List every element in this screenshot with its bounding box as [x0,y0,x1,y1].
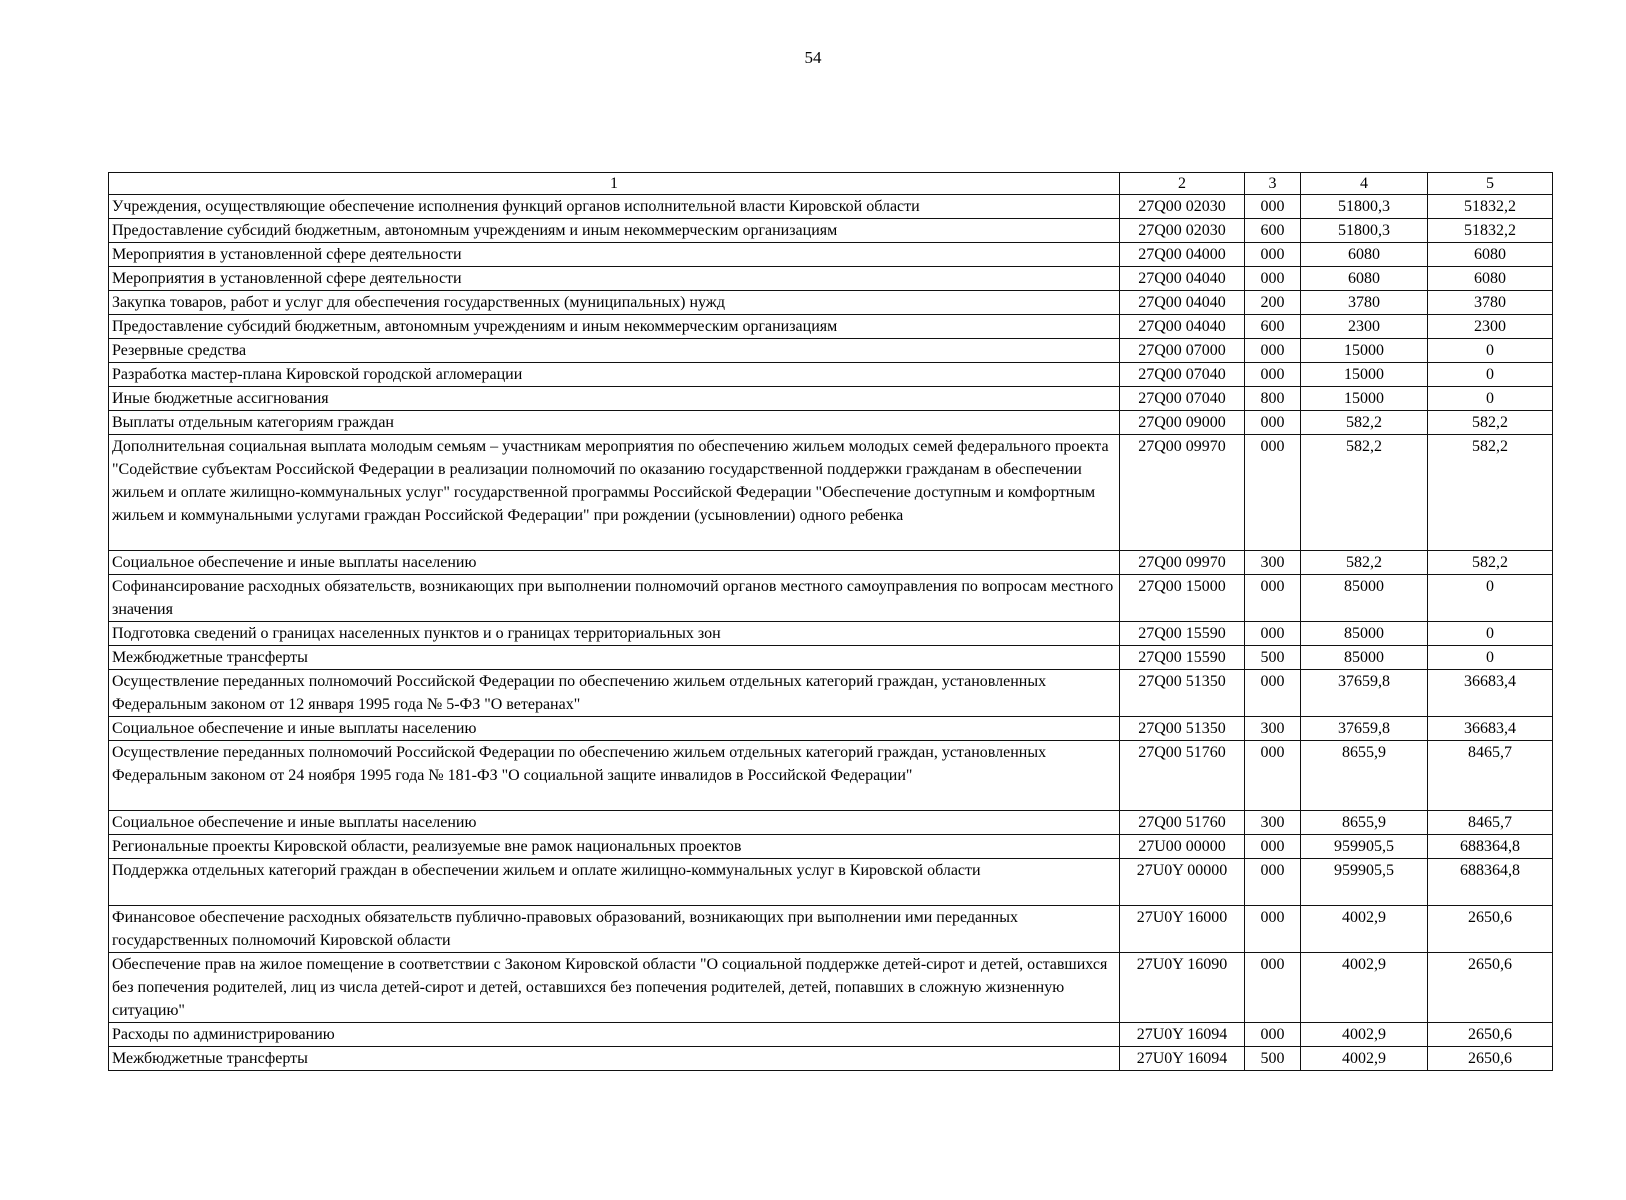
row-name-cell: Социальное обеспечение и иные выплаты населению [109,551,1120,575]
row-value-col5-cell: 0 [1428,622,1553,646]
row-value-col4-cell: 15000 [1301,387,1428,411]
table-row [109,811,1553,835]
row-value-col4-cell: 37659,8 [1301,717,1428,741]
row-name-cell: Предоставление субсидий бюджетным, автономным учреждениям и иным некоммерческим организациям [109,219,1120,243]
row-value-col4-cell: 4002,9 [1301,906,1428,953]
row-type-cell: 000 [1245,243,1301,267]
row-name-cell: Учреждения, осуществляющие обеспечение исполнения функций органов исполнительной власти Кировской области [109,195,1120,219]
row-type-cell: 800 [1245,387,1301,411]
row-code-cell: 27Q00 51760 [1120,811,1245,835]
row-name-cell: Мероприятия в установленной сфере деятельности [109,267,1120,291]
table-row [109,741,1553,811]
row-type-cell: 000 [1245,835,1301,859]
table-row [109,243,1553,267]
row-value-col5-cell: 8465,7 [1428,811,1553,835]
row-name-cell: Дополнительная социальная выплата молодым семьям – участникам мероприятия по обеспечению жильем молодых семей федерального проекта "Содействие субъектам Российской Федерации в реализации полномочий по оказанию государственной поддержки гражданам в обеспечении жильем и оплате жилищно-коммунальных услуг" государственной программы Российской Федерации "Обеспечение доступным и комфортным жильем и коммунальными услугами граждан Российской Федерации" при рождении (усыновлении) одного ребенка [109,435,1120,551]
row-code-cell: 27U0Y 16094 [1120,1023,1245,1047]
row-name-cell: Осуществление переданных полномочий Российской Федерации по обеспечению жильем отдельных категорий граждан, установленных Федеральным законом от 12 января 1995 года № 5-ФЗ "О ветеранах" [109,670,1120,717]
row-name-cell: Социальное обеспечение и иные выплаты населению [109,717,1120,741]
row-name-cell: Финансовое обеспечение расходных обязательств публично-правовых образований, возникающих при выполнении ими переданных государственных полномочий Кировской области [109,906,1120,953]
row-name-cell: Осуществление переданных полномочий Российской Федерации по обеспечению жильем отдельных категорий граждан, установленных Федеральным законом от 24 ноября 1995 года № 181-ФЗ "О социальной защите инвалидов в Российской Федерации" [109,741,1120,811]
row-value-col5-cell: 36683,4 [1428,717,1553,741]
row-name-cell: Расходы по администрированию [109,1023,1120,1047]
row-value-col5-cell: 2650,6 [1428,906,1553,953]
row-value-col5-cell: 2650,6 [1428,1023,1553,1047]
row-name-cell: Обеспечение прав на жилое помещение в соответствии с Законом Кировской области "О социальной поддержке детей-сирот и детей, оставшихся без попечения родителей, лиц из числа детей-сирот и детей, оставшихся без попечения родителей, детей, попавших в сложную жизненную ситуацию" [109,953,1120,1023]
row-name-cell: Межбюджетные трансферты [109,646,1120,670]
row-value-col4-cell: 51800,3 [1301,195,1428,219]
table-row [109,435,1553,551]
row-value-col4-cell: 4002,9 [1301,1047,1428,1071]
row-value-col4-cell: 959905,5 [1301,835,1428,859]
table-row [109,551,1553,575]
row-code-cell: 27Q00 09000 [1120,411,1245,435]
row-type-cell: 000 [1245,267,1301,291]
row-code-cell: 27Q00 04040 [1120,315,1245,339]
table-row [109,575,1553,622]
row-type-cell: 000 [1245,670,1301,717]
row-value-col5-cell: 582,2 [1428,411,1553,435]
row-code-cell: 27Q00 51350 [1120,717,1245,741]
column-number-1: 1 [109,173,1120,195]
row-value-col5-cell: 2650,6 [1428,1047,1553,1071]
row-value-col4-cell: 4002,9 [1301,953,1428,1023]
table-row [109,1023,1553,1047]
row-code-cell: 27Q00 07000 [1120,339,1245,363]
row-type-cell: 000 [1245,435,1301,551]
row-value-col5-cell: 688364,8 [1428,859,1553,906]
table-row [109,315,1553,339]
row-code-cell: 27Q00 02030 [1120,195,1245,219]
row-type-cell: 300 [1245,551,1301,575]
row-type-cell: 000 [1245,411,1301,435]
row-value-col5-cell: 0 [1428,387,1553,411]
row-value-col4-cell: 6080 [1301,243,1428,267]
row-type-cell: 000 [1245,195,1301,219]
row-type-cell: 000 [1245,741,1301,811]
row-value-col5-cell: 51832,2 [1428,219,1553,243]
row-code-cell: 27U0Y 16090 [1120,953,1245,1023]
row-value-col4-cell: 959905,5 [1301,859,1428,906]
row-value-col5-cell: 2300 [1428,315,1553,339]
row-value-col5-cell: 51832,2 [1428,195,1553,219]
row-name-cell: Региональные проекты Кировской области, реализуемые вне рамок национальных проектов [109,835,1120,859]
row-value-col4-cell: 8655,9 [1301,741,1428,811]
table-row [109,622,1553,646]
row-value-col5-cell: 0 [1428,575,1553,622]
table-row [109,363,1553,387]
row-code-cell: 27Q00 51760 [1120,741,1245,811]
row-type-cell: 000 [1245,1023,1301,1047]
budget-table [108,172,1553,1071]
row-code-cell: 27Q00 07040 [1120,363,1245,387]
row-code-cell: 27Q00 04040 [1120,267,1245,291]
row-value-col4-cell: 582,2 [1301,411,1428,435]
page-number: 54 [804,48,822,67]
row-value-col4-cell: 85000 [1301,622,1428,646]
row-code-cell: 27U0Y 00000 [1120,859,1245,906]
table-row [109,267,1553,291]
row-code-cell: 27Q00 15590 [1120,622,1245,646]
table-row [109,953,1553,1023]
row-name-cell: Софинансирование расходных обязательств, возникающих при выполнении полномочий органов местного самоуправления по вопросам местного значения [109,575,1120,622]
table-body [109,195,1553,1071]
row-type-cell: 000 [1245,622,1301,646]
row-value-col4-cell: 85000 [1301,646,1428,670]
table-row [109,646,1553,670]
column-number-5: 5 [1428,173,1553,195]
row-type-cell: 000 [1245,953,1301,1023]
row-type-cell: 000 [1245,575,1301,622]
row-type-cell: 000 [1245,859,1301,906]
row-code-cell: 27U0Y 16094 [1120,1047,1245,1071]
table-row [109,219,1553,243]
row-value-col5-cell: 3780 [1428,291,1553,315]
row-value-col5-cell: 582,2 [1428,435,1553,551]
row-value-col5-cell: 6080 [1428,243,1553,267]
table-row [109,195,1553,219]
row-name-cell: Разработка мастер-плана Кировской городской агломерации [109,363,1120,387]
row-code-cell: 27U0Y 16000 [1120,906,1245,953]
table-row [109,411,1553,435]
table-row [109,670,1553,717]
row-type-cell: 500 [1245,1047,1301,1071]
row-code-cell: 27Q00 04040 [1120,291,1245,315]
row-name-cell: Иные бюджетные ассигнования [109,387,1120,411]
column-number-2: 2 [1120,173,1245,195]
row-value-col4-cell: 51800,3 [1301,219,1428,243]
row-name-cell: Мероприятия в установленной сфере деятельности [109,243,1120,267]
row-code-cell: 27Q00 51350 [1120,670,1245,717]
column-number-row [109,173,1553,195]
row-type-cell: 600 [1245,315,1301,339]
table-row [109,859,1553,906]
table-row [109,1047,1553,1071]
row-value-col4-cell: 6080 [1301,267,1428,291]
column-number-4: 4 [1301,173,1428,195]
row-name-cell: Выплаты отдельным категориям граждан [109,411,1120,435]
row-value-col5-cell: 8465,7 [1428,741,1553,811]
row-value-col5-cell: 2650,6 [1428,953,1553,1023]
row-type-cell: 000 [1245,339,1301,363]
row-code-cell: 27Q00 04000 [1120,243,1245,267]
table-row [109,906,1553,953]
row-value-col5-cell: 0 [1428,339,1553,363]
row-code-cell: 27Q00 15000 [1120,575,1245,622]
row-value-col5-cell: 582,2 [1428,551,1553,575]
row-value-col5-cell: 0 [1428,646,1553,670]
row-type-cell: 600 [1245,219,1301,243]
row-code-cell: 27Q00 09970 [1120,551,1245,575]
row-name-cell: Межбюджетные трансферты [109,1047,1120,1071]
row-name-cell: Поддержка отдельных категорий граждан в обеспечении жильем и оплате жилищно-коммунальных услуг в Кировской области [109,859,1120,906]
row-value-col5-cell: 688364,8 [1428,835,1553,859]
row-value-col4-cell: 8655,9 [1301,811,1428,835]
row-type-cell: 200 [1245,291,1301,315]
row-type-cell: 000 [1245,363,1301,387]
table-row [109,387,1553,411]
row-type-cell: 500 [1245,646,1301,670]
row-value-col4-cell: 85000 [1301,575,1428,622]
row-type-cell: 300 [1245,717,1301,741]
table-row [109,291,1553,315]
row-code-cell: 27Q00 02030 [1120,219,1245,243]
row-name-cell: Резервные средства [109,339,1120,363]
row-name-cell: Подготовка сведений о границах населенных пунктов и о границах территориальных зон [109,622,1120,646]
row-code-cell: 27U00 00000 [1120,835,1245,859]
row-value-col4-cell: 582,2 [1301,551,1428,575]
table-row [109,835,1553,859]
row-name-cell: Закупка товаров, работ и услуг для обеспечения государственных (муниципальных) нужд [109,291,1120,315]
row-value-col4-cell: 15000 [1301,339,1428,363]
row-value-col5-cell: 36683,4 [1428,670,1553,717]
row-name-cell: Социальное обеспечение и иные выплаты населению [109,811,1120,835]
row-value-col4-cell: 3780 [1301,291,1428,315]
row-value-col4-cell: 37659,8 [1301,670,1428,717]
row-name-cell: Предоставление субсидий бюджетным, автономным учреждениям и иным некоммерческим организациям [109,315,1120,339]
row-value-col4-cell: 2300 [1301,315,1428,339]
row-value-col5-cell: 0 [1428,363,1553,387]
row-value-col4-cell: 582,2 [1301,435,1428,551]
row-value-col4-cell: 4002,9 [1301,1023,1428,1047]
row-code-cell: 27Q00 07040 [1120,387,1245,411]
table-row [109,717,1553,741]
row-type-cell: 000 [1245,906,1301,953]
row-value-col5-cell: 6080 [1428,267,1553,291]
row-type-cell: 300 [1245,811,1301,835]
row-value-col4-cell: 15000 [1301,363,1428,387]
column-number-3: 3 [1245,173,1301,195]
row-code-cell: 27Q00 15590 [1120,646,1245,670]
row-code-cell: 27Q00 09970 [1120,435,1245,551]
table-row [109,339,1553,363]
